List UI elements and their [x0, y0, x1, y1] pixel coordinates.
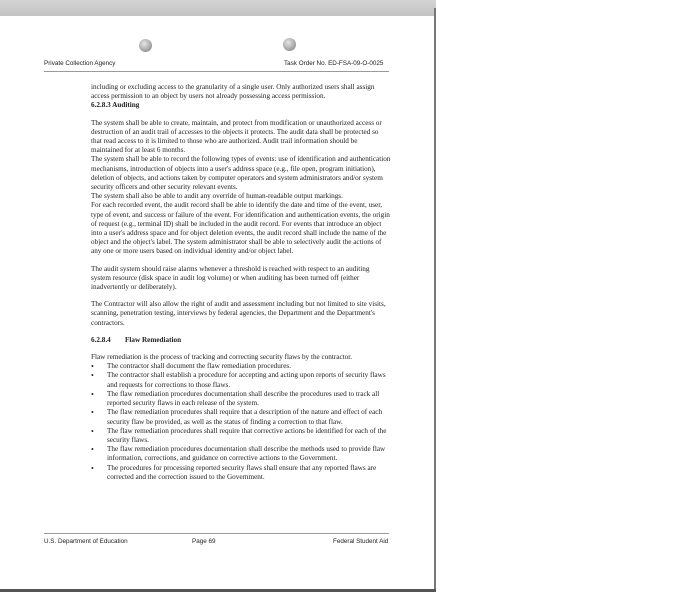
- bullet-icon: •: [91, 389, 94, 399]
- bullet-icon: •: [91, 426, 94, 436]
- scan-bottom-edge: [0, 589, 436, 592]
- heading-auditing: 6.2.8.3 Auditing: [91, 101, 140, 110]
- flaw-bullet-list: [91, 362, 391, 482]
- paragraph-audit-record: For each recorded event, the audit record shall be able to identify the date and time of the event, user, type of event, and success or failure of the event. For identification and authentication events, the origin of request (e.g., terminal ID) shall be included in the audit record. For events that introduce an object into a user's address space and for object deletion events, the audit record shall include the name of the object and the object's label. The system administrator shall be able to selectively audit the actions of any one or more users based on individual identity and/or object label.: [91, 201, 390, 256]
- header-left: Private Collection Agency: [44, 60, 116, 67]
- header-rule: [44, 71, 389, 72]
- header-right: Task Order No. ED-FSA-09-O-0025: [284, 60, 384, 67]
- heading-flaw-remediation: [91, 336, 391, 345]
- list-item: • The flaw remediation procedures documentation shall describe the methods used to provide flaw information, corrections, and guidance on corrective actions to the Government.: [91, 445, 386, 463]
- bullet-icon: •: [91, 445, 94, 455]
- list-item: • The flaw remediation procedures shall require that corrective actions be identified for each of the security flaws.: [91, 426, 387, 444]
- list-item: • The contractor shall establish a procedure for accepting and acting upon reports of security flaws and requests for corrections to those flaws.: [91, 371, 386, 389]
- punch-hole-right: [283, 38, 296, 51]
- footer-rule: [44, 533, 389, 534]
- bullet-icon: •: [91, 371, 94, 381]
- page-body: [91, 83, 391, 482]
- paragraph-override: The system shall also be able to audit any override of human-readable output markings.: [91, 192, 343, 201]
- list-item: • The flaw remediation procedures shall require that a description of the nature and effect of each security flaw be provided, as well as the status of finding a correction to that flaw.: [91, 408, 383, 426]
- paragraph-audit-trail: The system shall be able to create, maintain, and protect from modification or unauthorized access or destruction of an audit trail of accesses to the objects it protects. The audit data shall be protected so that read access to it is limited to those who are authorized. Audit trail information should be maintained for at least 6 months.: [91, 118, 382, 155]
- paragraph-alarms: The audit system should raise alarms whenever a threshold is reached with respect to an auditing system resource (disk space in audit log volume) or when auditing has been turned off (either inadvertently or deliberately).: [91, 264, 370, 292]
- list-item: • The flaw remediation procedures documentation shall describe the procedures used to track all reported security flaws in each release of the system.: [91, 389, 380, 408]
- footer-left: U.S. Department of Education: [44, 538, 128, 545]
- paragraph-flaw-intro: Flaw remediation is the process of tracking and correcting security flaws by the contractor.: [91, 353, 353, 362]
- scan-top-shadow: [0, 0, 436, 16]
- paragraph-right-of-audit: The Contractor will also allow the right of audit and assessment including but not limited to site visits, scanning, penetration testing, interviews by federal agencies, the Department and the Department's contractors.: [91, 300, 386, 327]
- heading-flaw-number: 6.2.8.4: [91, 335, 111, 344]
- page-right-edge: [434, 8, 436, 590]
- list-item: • The procedures for processing reported security flaws shall ensure that any reported flaws are corrected and the correction issued to the Government.: [91, 463, 377, 481]
- list-item: • The contractor shall document the flaw remediation procedures.: [91, 362, 292, 372]
- footer-page-number: Page 69: [192, 538, 216, 545]
- bullet-icon: •: [91, 408, 94, 418]
- footer-right: Federal Student Aid: [333, 538, 389, 545]
- heading-flaw-title: Flaw Remediation: [125, 335, 182, 344]
- bullet-icon: •: [91, 463, 94, 473]
- intro-paragraph: including or excluding access to the granularity of a single user. Only authorized users shall assign access permission to an object by users not already possessing access permission.: [91, 83, 375, 101]
- bullet-icon: •: [91, 362, 94, 372]
- punch-hole-left: [139, 39, 152, 52]
- paragraph-event-types: The system shall be able to record the following types of events: use of identification and authentication mechanisms, introduction of objects into a user's address space (e.g., file open, program initiation), deletion of objects, and actions taken by computer operators and system administrators and/or system security officers and other security relevant events.: [91, 155, 391, 192]
